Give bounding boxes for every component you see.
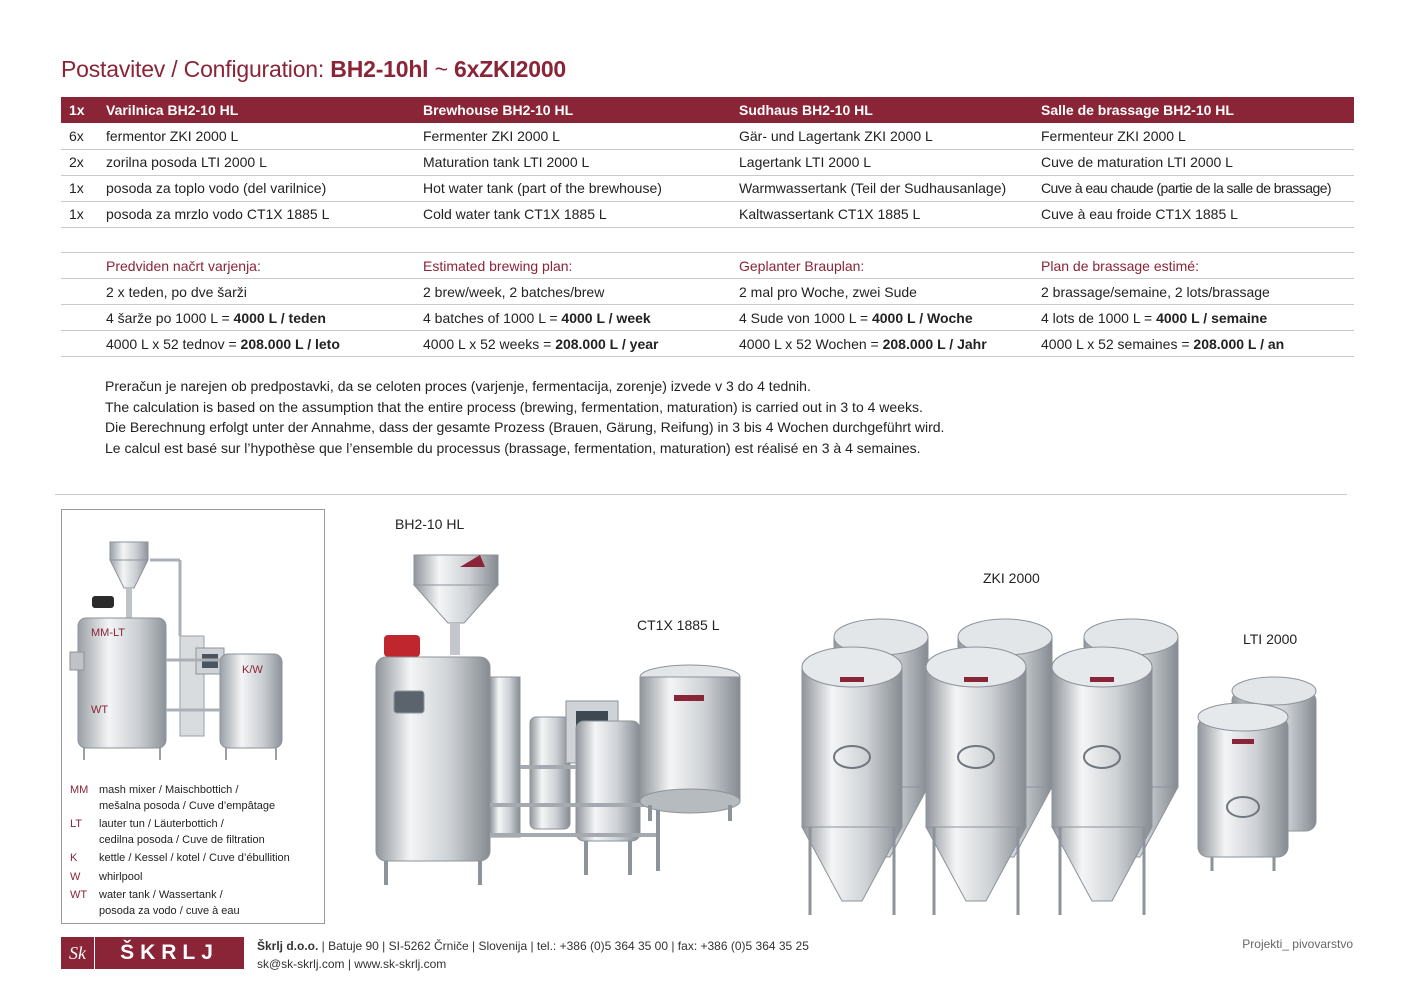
brewing-plan-table — [61, 252, 1354, 357]
german-cell: Sudhaus BH2-10 HL — [731, 97, 1033, 123]
slovene-cell: Predviden načrt varjenja: — [98, 253, 415, 279]
english-cell: 4000 L x 52 weeks = 208.000 L / year — [415, 331, 731, 357]
table-row — [61, 175, 1354, 201]
page-title: Postavitev / Configuration: BH2-10hl ~ 6xZKI2000 — [61, 56, 566, 82]
english-cell: Maturation tank LTI 2000 L — [415, 149, 731, 175]
slovene-cell: fermentor ZKI 2000 L — [98, 123, 415, 149]
brewhouse-image — [376, 555, 660, 885]
slovene-cell: 4000 L x 52 tednov = 208.000 L / leto — [98, 331, 415, 357]
slovene-cell: 4 šarže po 1000 L = 4000 L / teden — [98, 305, 415, 331]
table-row — [61, 279, 1354, 305]
legend-item: LT lauter tun / Läuterbottich / cedilna posoda / Cuve de filtration — [70, 818, 265, 846]
water-tank-tag: WT — [91, 704, 109, 716]
qty-cell: 2x — [61, 149, 98, 175]
document-category: Projekti_ pivovarstvo — [1242, 937, 1353, 951]
german-cell: 4000 L x 52 Wochen = 208.000 L / Jahr — [731, 331, 1033, 357]
french-cell: 4 lots de 1000 L = 4000 L / semaine — [1033, 305, 1354, 331]
german-cell: Geplanter Brauplan: — [731, 253, 1033, 279]
logo-wordmark: ŠKRLJ — [120, 941, 219, 964]
table-row — [61, 123, 1354, 149]
legend-item: WT water tank / Wassertank / posoda za vodo / cuve à eau — [70, 889, 240, 917]
german-cell: Warmwassertank (Teil der Sudhausanlage) — [731, 175, 1033, 201]
french-cell: Salle de brassage BH2-10 HL — [1033, 97, 1354, 123]
slovene-cell: 2 x teden, po dve šarži — [98, 279, 415, 305]
english-cell: 4 batches of 1000 L = 4000 L / week — [415, 305, 731, 331]
french-cell: Cuve à eau froide CT1X 1885 L — [1033, 201, 1354, 227]
slovene-cell: zorilna posoda LTI 2000 L — [98, 149, 415, 175]
table-row — [61, 331, 1354, 357]
french-cell: Cuve à eau chaude (partie de la salle de brassage) — [1033, 175, 1354, 201]
german-cell: Gär- und Lagertank ZKI 2000 L — [731, 123, 1033, 149]
equipment-illustration — [340, 505, 1380, 925]
french-cell: Plan de brassage estimé: — [1033, 253, 1354, 279]
brewing-plan-heading-row — [61, 253, 1354, 279]
slovene-cell: posoda za mrzlo vodo CT1X 1885 L — [98, 201, 415, 227]
mash-lauter-tag: MM-LT — [91, 627, 126, 639]
logo-monogram: Sk — [61, 937, 95, 969]
qty-cell: 1x — [61, 97, 98, 123]
english-cell: Hot water tank (part of the brewhouse) — [415, 175, 731, 201]
french-cell: 4000 L x 52 semaines = 208.000 L / an — [1033, 331, 1354, 357]
english-cell: Fermenter ZKI 2000 L — [415, 123, 731, 149]
english-cell: Estimated brewing plan: — [415, 253, 731, 279]
slovene-cell: posoda za toplo vodo (del varilnice) — [98, 175, 415, 201]
legend-item: MM mash mixer / Maischbottich / mešalna posoda / Cuve d’empâtage — [70, 784, 276, 812]
contact-info — [257, 937, 809, 973]
skrlj-logo — [61, 937, 244, 969]
note-english: The calculation is based on the assumption that the entire process (brewing, fermentation, maturation) is carried out in 3 to 4 weeks. — [105, 398, 923, 415]
cold-water-tank-image — [640, 665, 740, 821]
maturation-tanks-image — [1198, 677, 1316, 871]
table-row — [61, 305, 1354, 331]
qty-cell: 6x — [61, 123, 98, 149]
german-cell: Kaltwassertank CT1X 1885 L — [731, 201, 1033, 227]
legend-item: W whirlpool — [70, 870, 143, 883]
french-cell: Cuve de maturation LTI 2000 L — [1033, 149, 1354, 175]
maturation-tanks-label: LTI 2000 — [1243, 631, 1298, 647]
brewhouse-legend-panel — [61, 509, 325, 924]
fermenters-label: ZKI 2000 — [983, 570, 1040, 586]
calculation-notes — [105, 376, 944, 458]
french-cell: 2 brassage/semaine, 2 lots/brassage — [1033, 279, 1354, 305]
web-contact: sk@sk-skrlj.com | www.sk-skrlj.com — [257, 957, 447, 971]
company-name: Škrlj d.o.o. — [257, 939, 319, 953]
brewhouse-label: BH2-10 HL — [395, 516, 465, 532]
table-row — [61, 201, 1354, 227]
section-divider — [55, 494, 1347, 495]
english-cell: Brewhouse BH2-10 HL — [415, 97, 731, 123]
fermenters-image — [802, 619, 1178, 915]
address: | Batuje 90 | SI-5262 Črniče | Slovenija | tel.: +386 (0)5 364 35 00 | fax: +386 (0)5 364 35 25 — [318, 939, 809, 953]
qty-cell: 1x — [61, 175, 98, 201]
english-cell: Cold water tank CT1X 1885 L — [415, 201, 731, 227]
french-cell: Fermenteur ZKI 2000 L — [1033, 123, 1354, 149]
configuration-table — [61, 97, 1354, 228]
abbreviation-legend — [70, 783, 290, 922]
german-cell: 4 Sude von 1000 L = 4000 L / Woche — [731, 305, 1033, 331]
english-cell: 2 brew/week, 2 batches/brew — [415, 279, 731, 305]
qty-cell: 1x — [61, 201, 98, 227]
slovene-cell: Varilnica BH2-10 HL — [98, 97, 415, 123]
note-french: Le calcul est basé sur l’hypothèse que l’ensemble du processus (brassage, fermentation, maturation) est réalisé en 3 à 4 semaines. — [105, 439, 921, 456]
legend-item: K kettle / Kessel / kotel / Cuve d’ébullition — [70, 852, 290, 864]
note-german: Die Berechnung erfolgt unter der Annahme, dass der gesamte Prozess (Brauen, Gärung, Reifung) in 3 bis 4 Wochen durchgeführt wird. — [105, 419, 945, 435]
brewhouse-diagram — [62, 510, 324, 772]
note-slovene: Preračun je narejen ob predpostavki, da se celoten proces (varjenje, fermentacija, zorenje) izvede v 3 do 4 tednih. — [105, 378, 811, 394]
kettle-whirlpool-tag: K/W — [242, 664, 263, 676]
german-cell: Lagertank LTI 2000 L — [731, 149, 1033, 175]
configuration-header-row — [61, 97, 1354, 123]
table-row — [61, 149, 1354, 175]
german-cell: 2 mal pro Woche, zwei Sude — [731, 279, 1033, 305]
cold-water-tank-label: CT1X 1885 L — [637, 617, 720, 633]
